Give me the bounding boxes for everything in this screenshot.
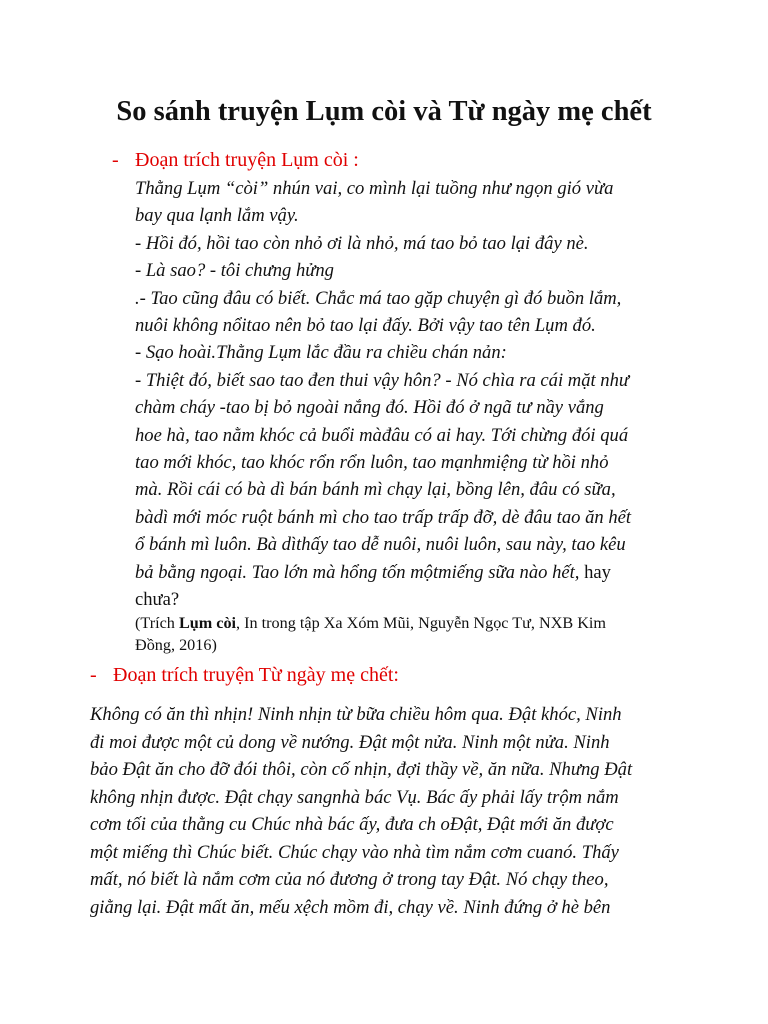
excerpt-line: hoe hà, tao nằm khóc cả buổi màđâu có ai hay. Tới chừng đói quá [135,424,629,446]
excerpt-line: - Hồi đó, hồi tao còn nhỏ ơi là nhỏ, má tao bỏ tao lại đây nè. [135,232,589,254]
citation-prefix: (Trích [135,614,179,632]
excerpt-line: cơm tối của thằng cu Chúc nhà bác ấy, đưa ch oĐật, Đật mới ăn được [90,814,614,835]
excerpt-line: ổ bánh mì luôn. Bà dìthấy tao dễ nuôi, nuôi luôn, sau này, tao kêu [135,534,626,556]
excerpt-line: một miếng thì Chúc biết. Chúc chạy vào nhà tìm nắm cơm cuanó. Thấy [90,841,619,863]
excerpt-line: Thằng Lụm “còi” nhún vai, co mình lại tuồng như ngọn gió vừa [135,178,614,199]
section1-bullet: - [112,149,119,171]
excerpt-line: - Là sao? - tôi chưng hửng [135,260,334,282]
citation-rest: , In trong tập Xa Xóm Mũi, Nguyễn Ngọc Tư, NXB Kim [236,614,607,632]
excerpt-line-tail: hay [579,561,611,583]
excerpt-line: chàm cháy -tao bị bỏ ngoài nắng đó. Hồi đó ở ngã tư nầy vắng [135,397,604,419]
excerpt-line: bảo Đật ăn cho đỡ đói thôi, còn cố nhịn, đợi thầy về, ăn nữa. Nhưng Đật [90,759,633,780]
excerpt-line: mất, nó biết là nắm cơm của nó đương ở trong tay Đật. Nó chạy theo, [90,869,609,890]
section1-heading [112,147,672,173]
excerpt-line: bàdì mới móc ruột bánh mì cho tao trấp trấp đỡ, dè đâu tao ăn hết [135,506,632,528]
excerpt-line: - Thiệt đó, biết sao tao đen thui vậy hôn? - Nó chìa ra cái mặt như [135,369,630,391]
excerpt-line [135,559,695,586]
excerpt-line: không nhịn được. Đật chạy sangnhà bác Vụ. Bác ấy phải lấy trộm nắm [90,786,619,808]
section1-heading-text: Đoạn trích truyện Lụm còi : [135,149,359,171]
excerpt-line: Không có ăn thì nhịn! Ninh nhịn từ bữa chiều hôm qua. Đật khóc, Ninh [90,704,622,725]
document-title: So sánh truyện Lụm còi và Từ ngày mẹ chết [116,96,652,127]
excerpt-line: đi moi được một củ dong về nướng. Đật một nửa. Ninh một nửa. Ninh [90,731,610,753]
excerpt-line: - Sạo hoài.Thằng Lụm lắc đầu ra chiều chán nản: [135,342,507,364]
citation-line-2: Đồng, 2016) [135,636,217,654]
section1-excerpt [135,175,695,614]
excerpt-line: nuôi không nổitao nên bỏ tao lại đấy. Bởi vậy tao tên Lụm đó. [135,315,596,337]
excerpt-last-line: chưa? [135,589,180,611]
excerpt-line: tao mới khóc, tao khóc rổn rổn luôn, tao mạnhmiệng từ hồi nhỏ [135,452,609,474]
citation-line [135,612,695,634]
section2-excerpt [90,701,700,921]
excerpt-line: mà. Rồi cái có bà dì bán bánh mì chạy lại, bồng lên, đâu có sữa, [135,479,616,501]
section2-bullet: - [90,664,97,686]
excerpt-line-italic: bả bằng ngoại. Tao lớn mà hổng tốn mộtmiếng sữa nào hết, [135,561,580,583]
section2-heading-text: Đoạn trích truyện Từ ngày mẹ chết: [113,664,399,686]
excerpt-line: bay qua lạnh lắm vậy. [135,205,299,227]
section1-citation [135,612,695,656]
excerpt-line: giằng lại. Đật mất ăn, mếu xệch mồm đi, chạy về. Ninh đứng ở hè bên [90,896,611,918]
excerpt-line: .- Tao cũng đâu có biết. Chắc má tao gặp chuyện gì đó buồn lắm, [135,287,622,309]
section2-heading [90,662,690,688]
citation-bold: Lụm còi [178,614,237,632]
